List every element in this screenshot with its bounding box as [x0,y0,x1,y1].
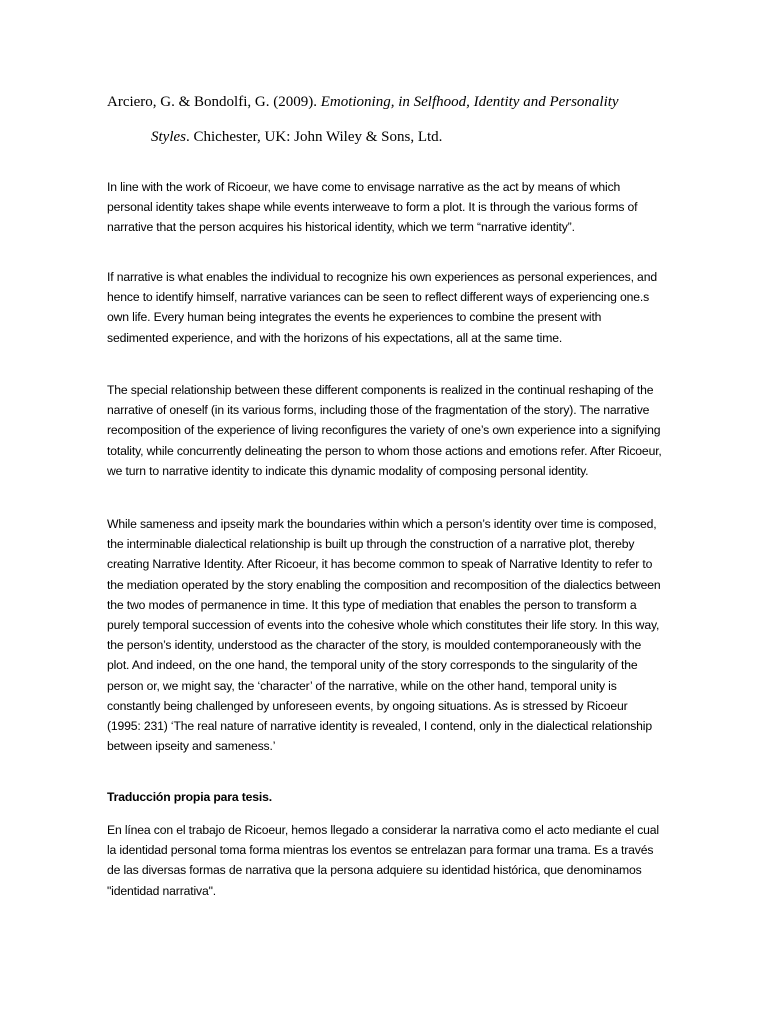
paragraph-2: If narrative is what enables the individual to recognize his own experiences as personal experiences, and hence to identify himself, narrative variances can be seen to reflect different ways of experiencing one.s own life. Every human being integrates the events he experiences to combine the present with sedimented experience, and with the horizons of his expectations, all at the same time. [107,270,657,345]
translation-paragraph: En línea con el trabajo de Ricoeur, hemos llegado a considerar la narrativa como el acto mediante el cual la identidad personal toma forma mientras los eventos se entrelazan para formar una trama. Es a través de las diversas formas de narrativa que la persona adquiere su identidad histórica, que denominamos "identidad narrativa". [107,823,659,898]
citation-title-part-1: Emotioning, in Selfhood, Identity and Personality [320,94,619,110]
citation-line-2 [151,128,751,146]
citation-publisher: . Chichester, UK: John Wiley & Sons, Ltd. [186,129,443,145]
citation-authors-year: Arciero, G. & Bondolfi, G. (2009). [107,94,321,110]
citation-title-part-2: Styles [151,129,186,145]
paragraph-3: The special relationship between these different components is realized in the continual reshaping of the narrative of oneself (in its various forms, including those of the fragmentation of the story). The narrative recomposition of the experience of living reconfigures the variety of one’s own experience into a signifying totality, while concurrently delineating the person to whom those actions and emotions refer. After Ricoeur, we turn to narrative identity to indicate this dynamic modality of composing personal identity. [107,383,662,478]
translation-heading: Traducción propia para tesis. [107,790,272,804]
paragraph-1: In line with the work of Ricoeur, we have come to envisage narrative as the act by means of which personal identity takes shape while events interweave to form a plot. It is through the various forms of narrative that the person acquires his historical identity, which we term “narrative identity”. [107,180,638,235]
citation-line-1 [107,93,707,111]
paragraph-4: While sameness and ipseity mark the boundaries within which a person’s identity over time is composed, the interminable dialectical relationship is built up through the construction of a narrative plot, thereby creating Narrative Identity. After Ricoeur, it has become common to speak of Narrative Identity to refer to the mediation operated by the story enabling the composition and recomposition of the dialectics between the two modes of permanence in time. It this type of mediation that enables the person to transform a purely temporal succession of events into the cohesive whole which constitutes their life story. In this way, the person’s identity, understood as the character of the story, is moulded contemporaneously with the plot. And indeed, on the one hand, the temporal unity of the story corresponds to the singularity of the person or, we might say, the ‘character’ of the narrative, while on the other hand, temporal unity is constantly being challenged by unforeseen events, by ongoing situations. As is stressed by Ricoeur (1995: 231) ‘The real nature of narrative identity is revealed, I contend, only in the dialectical relationship between ipseity and sameness.’ [107,517,661,754]
